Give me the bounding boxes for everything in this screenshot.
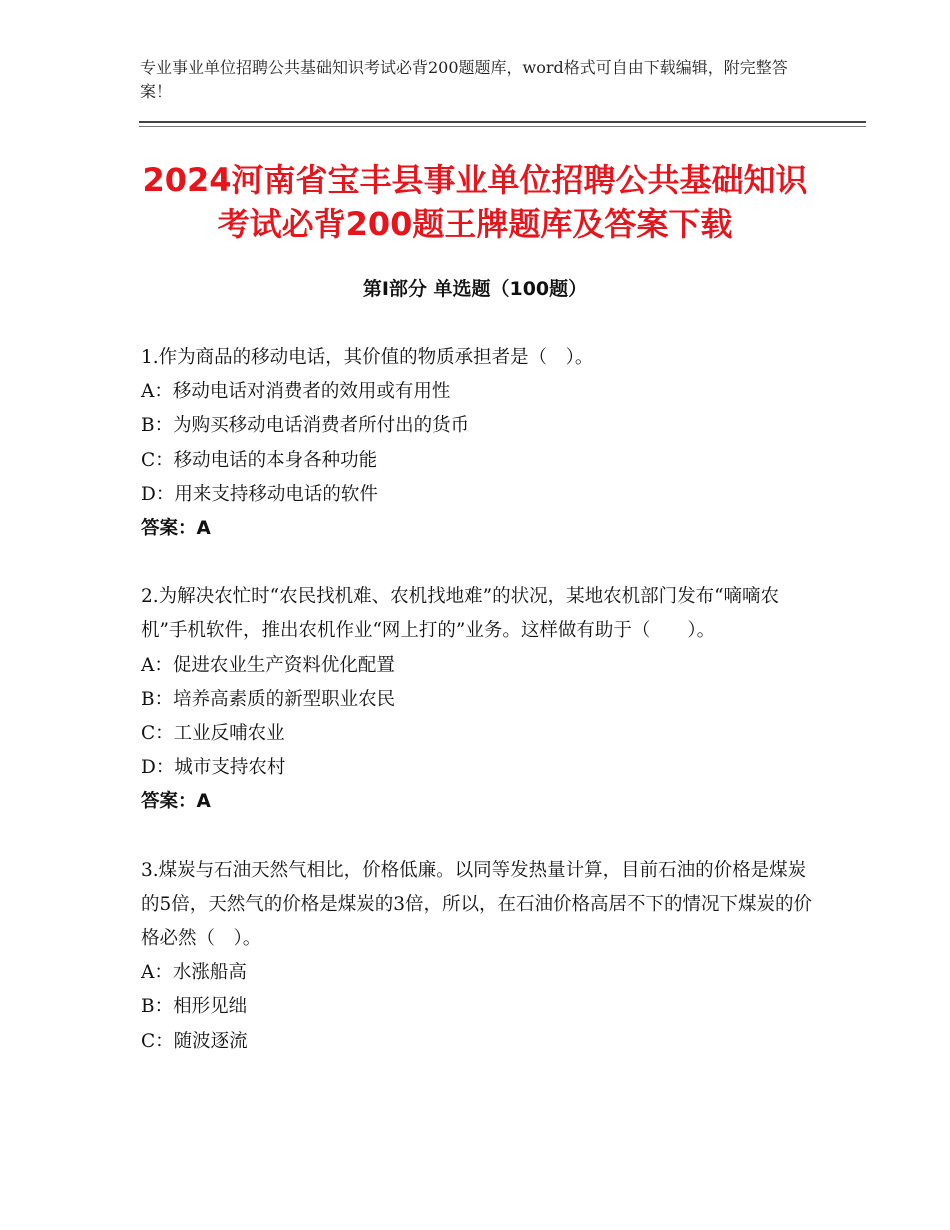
- answer-line: 答案：A: [141, 518, 211, 540]
- option-c: C：随波逐流: [141, 1030, 248, 1052]
- question-1: [141, 341, 821, 546]
- option-a: A：促进农业生产资料优化配置: [141, 654, 395, 676]
- header-note: 专业事业单位招聘公共基础知识考试必背200题题库，word格式可自由下载编辑，附完整答案！: [140, 58, 788, 101]
- document-title: 2024河南省宝丰县事业单位招聘公共基础知识考试必背200题王牌题库及答案下载: [142, 161, 808, 243]
- option-b: B：培养高素质的新型职业农民: [141, 688, 396, 710]
- option-a: A：水涨船高: [141, 962, 247, 984]
- question-stem: 3.煤炭与石油天然气相比，价格低廉。以同等发热量计算，目前石油的价格是煤炭的5倍，天然气的价格是煤炭的3倍，所以，在石油价格高居不下的情况下煤炭的价格必然（ ）。: [141, 859, 813, 950]
- question-list: [141, 341, 821, 1093]
- question-3: [141, 854, 821, 1059]
- question-2: [141, 580, 821, 819]
- answer-line: 答案：A: [141, 791, 211, 813]
- question-stem: 2.为解决农忙时“农民找机难、农机找地难”的状况，某地农机部门发布“嘀嘀农机”手机软件，推出农机作业“网上打的”业务。这样做有助于（ ）。: [141, 586, 780, 642]
- option-b: B：相形见绌: [141, 996, 248, 1018]
- option-d: D：城市支持农村: [141, 757, 286, 779]
- header-rule-thick: [139, 121, 866, 123]
- option-a: A：移动电话对消费者的效用或有用性: [141, 381, 451, 403]
- option-d: D：用来支持移动电话的软件: [141, 483, 378, 505]
- option-c: C：工业反哺农业: [141, 723, 285, 745]
- option-b: B：为购买移动电话消费者所付出的货币: [141, 415, 470, 437]
- header-rule-thin: [139, 126, 866, 127]
- section-heading: 第Ⅰ部分 单选题（100题）: [362, 278, 588, 300]
- question-stem: 1.作为商品的移动电话，其价值的物质承担者是（ ）。: [141, 347, 594, 368]
- option-c: C：移动电话的本身各种功能: [141, 449, 378, 471]
